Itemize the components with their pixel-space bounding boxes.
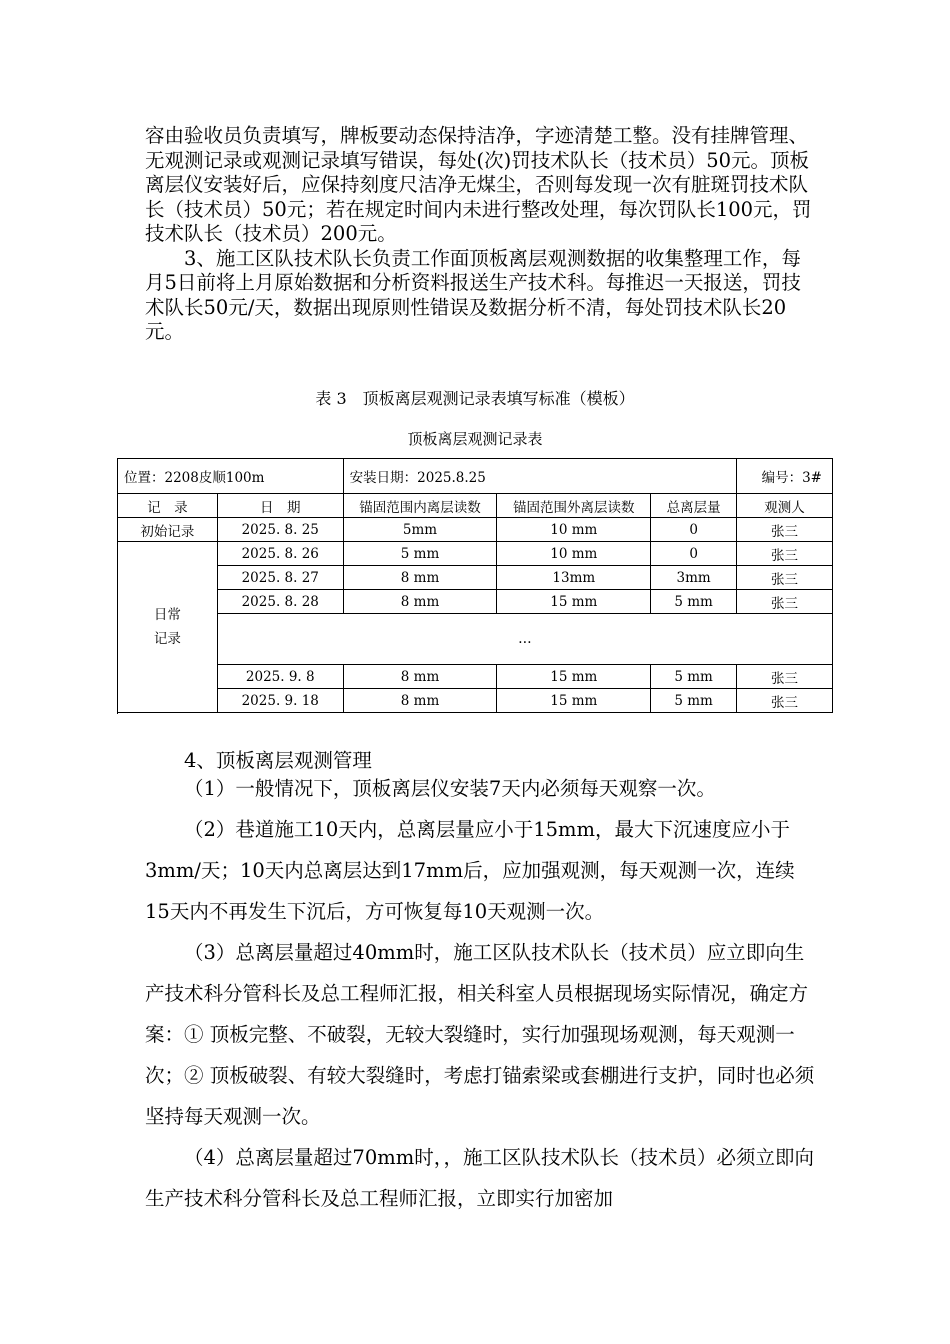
table-info-row — [118, 459, 833, 494]
date-cell: 2025. 8. 27 — [217, 566, 343, 590]
date-cell: 2025. 8. 26 — [217, 542, 343, 566]
header-observer: 观测人 — [737, 494, 833, 518]
inner-cell: 8 mm — [343, 689, 497, 713]
outer-cell: 10 mm — [497, 518, 651, 542]
header-inner: 锚固范围内离层读数 — [343, 494, 497, 518]
section4-items-block — [145, 768, 815, 1219]
section4-item-2: （2）巷道施工10天内，总离层量应小于15mm，最大下沉速度应小于3mm/天；10天内总离层达到17mm后，应加强观测，每天观测一次，连续15天内不再发生下沉后，方可恢复每10天观测一次。 — [145, 818, 795, 923]
table-row — [118, 590, 833, 614]
section4-title: 4、顶板离层观测管理 — [184, 749, 372, 772]
install-date-cell: 安装日期：2025.8.25 — [343, 459, 736, 494]
table-row — [118, 518, 833, 542]
date-cell: 2025. 9. 18 — [217, 689, 343, 713]
header-date: 日 期 — [217, 494, 343, 518]
inner-cell: 8 mm — [343, 566, 497, 590]
daily-record-label: 日常 记录 — [118, 542, 218, 713]
total-cell: 5 mm — [651, 665, 737, 689]
table-row — [118, 542, 833, 566]
top-text-block — [145, 124, 815, 345]
initial-record-label: 初始记录 — [118, 518, 218, 542]
outer-cell: 15 mm — [497, 665, 651, 689]
header-outer: 锚固范围外离层读数 — [497, 494, 651, 518]
observer-cell: 张三 — [737, 542, 833, 566]
table-row — [118, 665, 833, 689]
observer-cell: 张三 — [737, 566, 833, 590]
outer-cell: 15 mm — [497, 590, 651, 614]
outer-cell: 15 mm — [497, 689, 651, 713]
table-header-row — [118, 494, 833, 518]
observer-cell: 张三 — [737, 590, 833, 614]
section4-item-3: （3）总离层量超过40mm时，施工区队技术队长（技术员）应立即向生产技术科分管科长及总工程师汇报，相关科室人员根据现场实际情况，确定方案：① 顶板完整、不破裂，无较大裂缝时，实行加强现场观测，每天观测一次；② 顶板破裂、有较大裂缝时，考虑打锚索梁或套棚进行支护，同时也必须坚持每天观测一次。 — [145, 941, 815, 1128]
outer-cell: 13mm — [497, 566, 651, 590]
date-cell: 2025. 8. 28 — [217, 590, 343, 614]
observer-cell: 张三 — [737, 665, 833, 689]
header-total: 总离层量 — [651, 494, 737, 518]
table-title: 顶板离层观测记录表 — [407, 430, 543, 448]
total-cell: 5 mm — [651, 689, 737, 713]
table-row — [118, 566, 833, 590]
table-row — [118, 689, 833, 713]
inner-cell: 5mm — [343, 518, 497, 542]
paragraph-penalty-rules: 容由验收员负责填写，牌板要动态保持洁净，字迹清楚工整。没有挂牌管理、无观测记录或观测记录填写错误，每处(次)罚技术队长（技术员）50元。顶板离层仪安装好后，应保持刻度尺洁净无煤尘，否则每发现一次有脏斑罚技术队长（技术员）50元；若在规定时间内未进行整改处理，每次罚队长100元，罚技术队长（技术员）200元。 — [145, 124, 812, 245]
section4-item-1: （1）一般情况下，顶板离层仪安装7天内必须每天观察一次。 — [184, 777, 716, 800]
observation-record-table — [117, 458, 833, 713]
ellipsis-cell: … — [217, 614, 832, 665]
total-cell: 0 — [651, 542, 737, 566]
outer-cell: 10 mm — [497, 542, 651, 566]
header-record: 记 录 — [118, 494, 218, 518]
paragraph-item-3: 3、施工区队技术队长负责工作面顶板离层观测数据的收集整理工作，每月5日前将上月原始数据和分析资料报送生产技术科。每推迟一天报送，罚技术队长50元/天，数据出现原则性错误及数据分析不清，每处罚技术队长20元。 — [145, 246, 801, 343]
total-cell: 5 mm — [651, 590, 737, 614]
table-caption: 表 3 顶板离层观测记录表填写标准（模板） — [315, 389, 635, 408]
total-cell: 0 — [651, 518, 737, 542]
date-cell: 2025. 9. 8 — [217, 665, 343, 689]
total-cell: 3mm — [651, 566, 737, 590]
observer-cell: 张三 — [737, 689, 833, 713]
table-ellipsis-row — [118, 614, 833, 665]
observer-cell: 张三 — [737, 518, 833, 542]
date-cell: 2025. 8. 25 — [217, 518, 343, 542]
position-cell: 位置：2208皮顺100m — [118, 459, 344, 494]
inner-cell: 8 mm — [343, 590, 497, 614]
number-cell: 编号：3# — [737, 459, 833, 494]
inner-cell: 8 mm — [343, 665, 497, 689]
inner-cell: 5 mm — [343, 542, 497, 566]
section4-item-4: （4）总离层量超过70mm时，，施工区队技术队长（技术员）必须立即向生产技术科分管科长及总工程师汇报，立即实行加密加 — [145, 1146, 814, 1210]
